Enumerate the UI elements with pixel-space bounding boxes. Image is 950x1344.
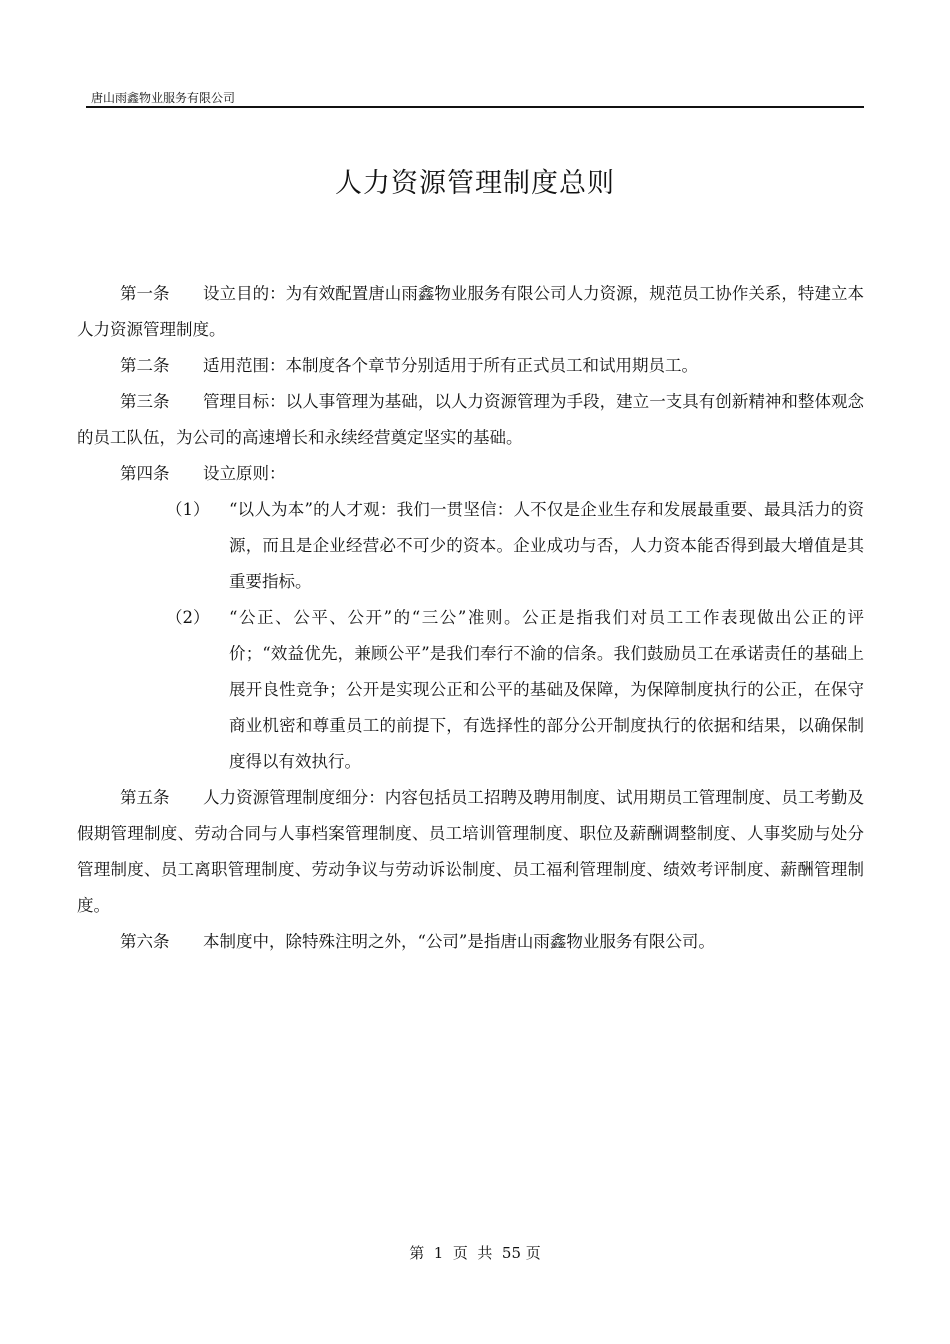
article-text: 设立原则： xyxy=(203,464,286,483)
article-text: 人力资源管理制度细分：内容包括员工招聘及聘用制度、试用期员工管理制度、员工考勤及假期管理制度、劳动合同与人事档案管理制度、员工培训管理制度、职位及薪酬调整制度、人事奖励与处分管理制度、员工离职管理制度、劳动争议与劳动诉讼制度、员工福利管理制度、绩效考评制度、薪酬管理制度。 xyxy=(77,788,864,915)
article-3 xyxy=(77,384,864,456)
article-number: 第六条 xyxy=(120,932,170,951)
header-company-name: 唐山雨鑫物业服务有限公司 xyxy=(91,91,236,105)
article-4 xyxy=(77,456,864,492)
article-number: 第四条 xyxy=(120,464,170,483)
article-number: 第五条 xyxy=(120,788,170,807)
principle-item-1 xyxy=(77,492,864,600)
article-text: 设立目的：为有效配置唐山雨鑫物业服务有限公司人力资源，规范员工协作关系，特建立本人力资源管理制度。 xyxy=(77,284,864,339)
article-text: 适用范围：本制度各个章节分别适用于所有正式员工和试用期员工。 xyxy=(203,356,698,375)
article-5 xyxy=(77,780,864,924)
principle-number: （2） xyxy=(166,608,210,627)
article-number: 第二条 xyxy=(120,356,170,375)
article-2 xyxy=(77,348,864,384)
article-6 xyxy=(77,924,864,960)
page-number-footer: 第 1 页 共 55 页 xyxy=(409,1244,541,1262)
article-number: 第三条 xyxy=(120,392,170,411)
header-divider xyxy=(86,106,864,108)
document-body xyxy=(77,276,864,960)
article-text: 管理目标：以人事管理为基础，以人力资源管理为手段，建立一支具有创新精神和整体观念的员工队伍，为公司的高速增长和永续经营奠定坚实的基础。 xyxy=(77,392,864,447)
principle-text: “公正、公平、公开”的“三公”准则。公正是指我们对员工工作表现做出公正的评价；“效益优先，兼顾公平”是我们奉行不渝的信条。我们鼓励员工在承诺责任的基础上展开良性竞争；公开是实现公正和公平的基础及保障，为保障制度执行的公正，在保守商业机密和尊重员工的前提下，有选择性的部分公开制度执行的依据和结果，以确保制度得以有效执行。 xyxy=(229,608,864,771)
principle-text: “以人为本”的人才观：我们一贯坚信：人不仅是企业生存和发展最重要、最具活力的资源，而且是企业经营必不可少的资本。企业成功与否，人力资本能否得到最大增值是其重要指标。 xyxy=(229,500,864,591)
document-title: 人力资源管理制度总则 xyxy=(335,168,615,199)
article-text: 本制度中，除特殊注明之外，“公司”是指唐山雨鑫物业服务有限公司。 xyxy=(203,932,715,951)
article-number: 第一条 xyxy=(120,284,170,303)
principle-item-2 xyxy=(77,600,864,780)
principle-number: （1） xyxy=(166,500,210,519)
article-1 xyxy=(77,276,864,348)
